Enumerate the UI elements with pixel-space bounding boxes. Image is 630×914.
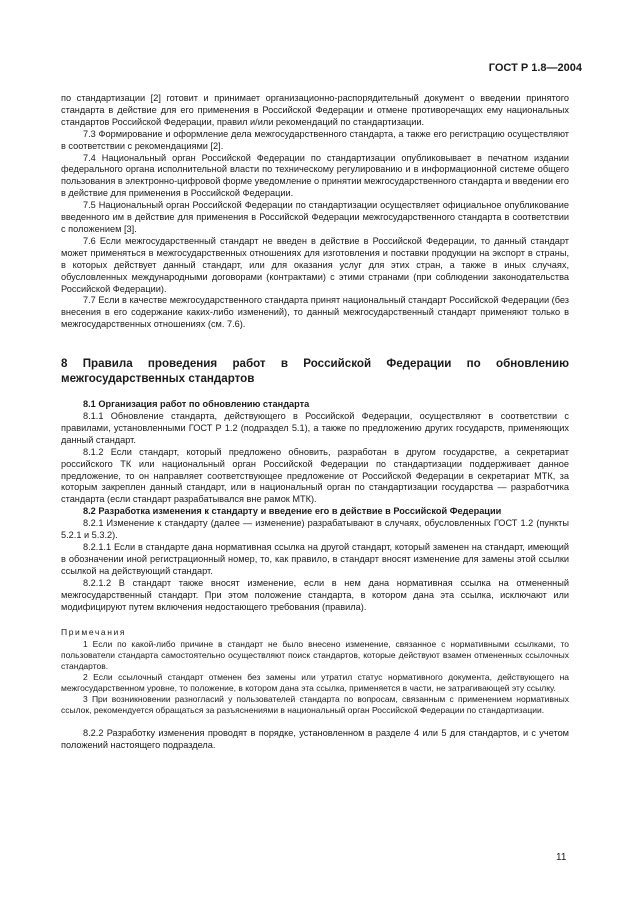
note-item: 2 Если ссылочный стандарт отменен без замены или утратил статус нормативного документа, действующего на межгосударственном уровне, то положение, в котором дана эта ссылка, применяется в части, не затрагивающей эту ссылку. xyxy=(61,671,569,693)
paragraph-8-2-2: 8.2.2 Разработку изменения проводят в порядке, установленном в разделе 4 или 5 для стандартов, и с учетом положений настоящего подраздела. xyxy=(61,728,569,751)
paragraph-7-2-cont: по стандартизации [2] готовит и принимает организационно-распорядительный документ о введении принятого стандарта в действие для его применения в Российской Федерации и отмене противоречащих ему национальных стандартов Российской Федерации, правил и/или рекомендаций по стандартизации. xyxy=(61,93,569,127)
paragraph-8-2-1-2: 8.2.1.2 В стандарт также вносят изменение, если в нем дана нормативная ссылка на отмененный межгосударственный стандарт. При этом положение стандарта, в котором дана эта ссылка, исключают или модифицируют путем включения недостающего требования (правила). xyxy=(61,577,569,612)
subsection-8-2-title: 8.2 Разработка изменения к стандарту и введение его в действие в Российской Федерации xyxy=(83,506,502,517)
document-body xyxy=(61,93,569,752)
notes-block xyxy=(61,627,569,716)
paragraph-8-1-1: 8.1.1 Обновление стандарта, действующего в Российской Федерации, осуществляют в соответствии с правилами, установленными ГОСТ Р 1.2 (подраздел 5.1), а также по предложению других государств, применяющих данный стандарт. xyxy=(61,411,569,445)
paragraph-8-2-1: 8.2.1 Изменение к стандарту (далее — изменение) разрабатывают в случаях, обусловленных ГОСТ 1.2 (пункты 5.2.1 и 5.3.2). xyxy=(61,518,569,541)
note-item: 1 Если по какой-либо причине в стандарт не было внесено изменение, связанное с нормативными ссылками, то пользователи стандарта самостоятельно осуществляют поиск стандартов, которые действуют взамен отмененных ссылочных стандартов. xyxy=(61,638,569,671)
paragraph-8-2-1-1: 8.2.1.1 Если в стандарте дана нормативная ссылка на другой стандарт, который заменен на стандарт, имеющий в обозначении иной регистрационный номер, то, как правило, в стандарт вносят изменение для замены этой ссылки ссылкой на действующий стандарт. xyxy=(61,542,569,576)
paragraph-7-7: 7.7 Если в качестве межгосударственного стандарта принят национальный стандарт Российской Федерации (без внесения в его содержание каких-либо изменений), то данный межгосударственный стандарт применяют только в межгосударственных отношениях (см. 7.6). xyxy=(61,295,569,330)
paragraph-7-6: 7.6 Если межгосударственный стандарт не введен в действие в Российской Федерации, то данный стандарт может применяться в межгосударственных отношениях для изготовления и поставки продукции на экспорт в страны, в которых действует данный стандарт, или для оказания услуг для этих стран, а также в иных случаях, обусловленных международными договорами (контрактами) с этими странами (при соблюдении законодательства Российской Федерации). xyxy=(61,235,569,294)
subsection-8-1-title: 8.1 Организация работ по обновлению стандарта xyxy=(83,399,310,410)
paragraph-7-5: 7.5 Национальный орган Российской Федерации по стандартизации осуществляет официальное опубликование введенного им в действие для применения в Российской Федерации межгосударственного стандарта в соответствии с положением [3]. xyxy=(61,200,569,234)
paragraph-8-1-2: 8.1.2 Если стандарт, который предложено обновить, разработан в другом государстве, а секретариат российского ТК или национальный орган Российской Федерации по стандартизации поддерживает данное предложение, то он направляет соответствующее предложение от Российской Федерации в секретариат МТК, за которым закреплен данный стандарт, или в национальный орган по стандартизации государства — разработчика стандарта (если стандарт разрабатывался вне рамок МТК). xyxy=(61,446,569,505)
section-8-title: 8 Правила проведения работ в Российской Федерации по обновлению межгосударственных стандартов xyxy=(61,357,569,386)
note-item: 3 При возникновении разногласий у пользователей стандарта по вопросам, связанным с применением нормативных ссылок, рекомендуется обращаться за разъяснениями в национальный орган Российской Федерации по стандартизации. xyxy=(61,694,569,716)
standard-designation: ГОСТ Р 1.8—2004 xyxy=(488,62,582,74)
paragraph-7-3: 7.3 Формирование и оформление дела межгосударственного стандарта, а также его регистрацию осуществляют в соответствии с рекомендациями [2]. xyxy=(61,128,569,151)
notes-title: Примечания xyxy=(61,627,127,638)
spacer xyxy=(61,716,569,728)
paragraph-7-4: 7.4 Национальный орган Российской Федерации по стандартизации опубликовывает в печатном издании федерального органа исполнительной власти по техническому регулированию и в информационной системе общего пользования в электронно-цифровой форме уведомление о принятии межгосударственного стандарта и введении его в действие для применения в Российской Федерации. xyxy=(61,152,569,199)
page-number: 11 xyxy=(556,852,567,863)
